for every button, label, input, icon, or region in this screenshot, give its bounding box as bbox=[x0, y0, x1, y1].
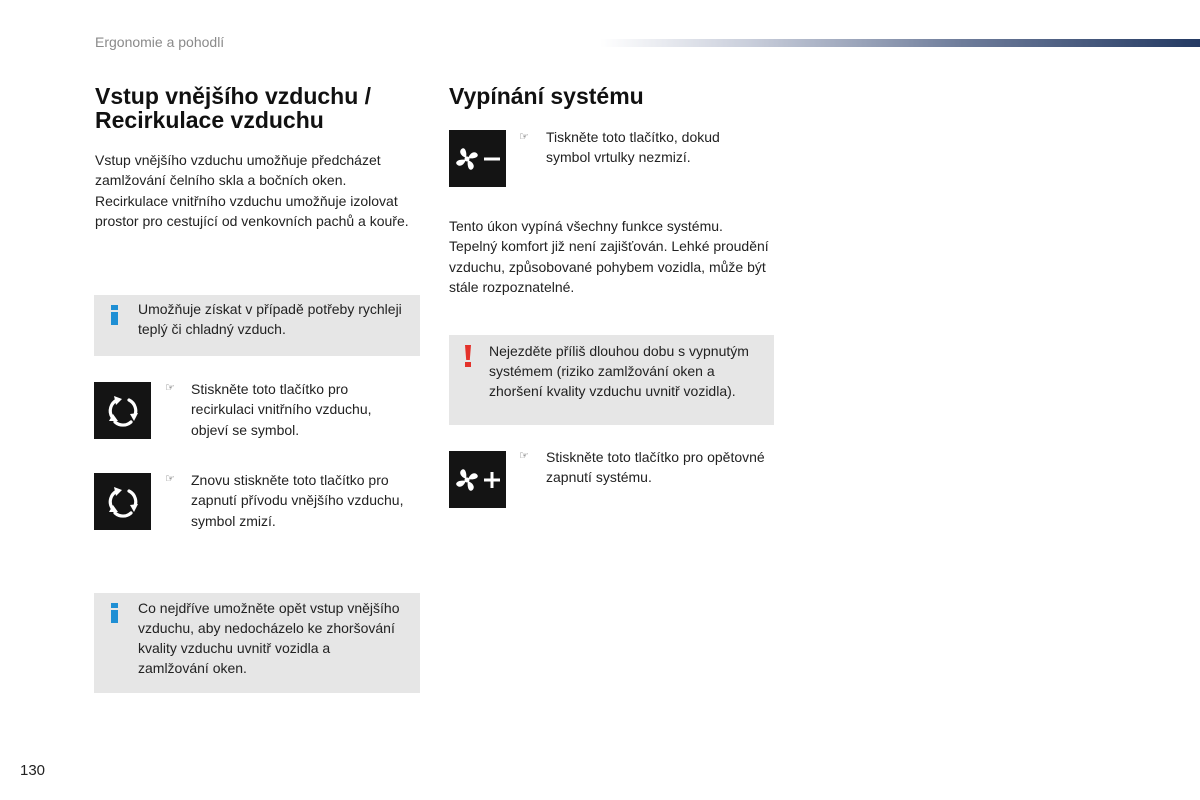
pointing-hand-icon: ☞ bbox=[519, 450, 529, 462]
info-box-2-text: Co nejdříve umožněte opět vstup vnějšího vzduchu, aby nedocházelo ke zhoršování kvality vzduchu uvnitř vozidla a zamlžování oken. bbox=[138, 600, 400, 676]
heading-air-intake: Vstup vnějšího vzduchu / Recirkulace vzduchu bbox=[95, 83, 372, 133]
pointing-hand-icon: ☞ bbox=[165, 382, 175, 394]
fan-minus-icon bbox=[453, 144, 503, 174]
info-box-2 bbox=[94, 593, 420, 693]
warning-box-text: Nejezděte příliš dlouhou dobu s vypnutým systémem (riziko zamlžování oken a zhoršení kvality vzduchu uvnitř vozidla). bbox=[489, 343, 749, 399]
recirculation-off-button-image bbox=[94, 473, 151, 530]
step-1-text: Stiskněte toto tlačítko pro recirkulaci vnitřního vzduchu, objeví se symbol. bbox=[191, 381, 372, 438]
intro-paragraph: Vstup vnějšího vzduchu umožňuje předcházet zamlžování čelního skla a bočních oken. Recirkulace vnitřního vzduchu umožňuje izolovat prostor pro cestující od venkovních pachů a kouře. bbox=[95, 152, 409, 229]
warning-box bbox=[449, 335, 774, 425]
system-off-paragraph: Tento úkon vypíná všechny funkce systému. Tepelný komfort již není zajišťován. Lehké proudění vzduchu, způsobované pohybem vozidla, může být stále rozpoznatelné. bbox=[449, 218, 769, 295]
fan-minus-button-image bbox=[449, 130, 506, 187]
pointing-hand-icon: ☞ bbox=[165, 473, 175, 485]
info-box-1 bbox=[94, 295, 420, 356]
step-on-text: Stiskněte toto tlačítko pro opětovné zapnutí systému. bbox=[546, 449, 765, 486]
recirculation-button-image bbox=[94, 382, 151, 439]
page-number: 130 bbox=[20, 762, 46, 779]
step-off-text: Tiskněte toto tlačítko, dokud symbol vrtulky nezmizí. bbox=[546, 129, 720, 166]
info-box-1-text: Umožňuje získat v případě potřeby rychleji teplý či chladný vzduch. bbox=[138, 301, 402, 337]
step-2-text: Znovu stiskněte toto tlačítko pro zapnutí přívodu vnějšího vzduchu, symbol zmizí. bbox=[191, 472, 404, 529]
section-title: Ergonomie a pohodlí bbox=[95, 34, 225, 50]
recirculation-arrows-icon bbox=[103, 482, 143, 522]
fan-plus-button-image bbox=[449, 451, 506, 508]
header-gradient-bar bbox=[600, 39, 1200, 47]
heading-system-off: Vypínání systému bbox=[449, 83, 644, 109]
fan-plus-icon bbox=[453, 465, 503, 495]
exclamation-icon bbox=[464, 345, 472, 367]
pointing-hand-icon: ☞ bbox=[519, 131, 529, 143]
info-icon bbox=[110, 603, 119, 623]
recirculation-arrows-icon bbox=[103, 391, 143, 431]
info-icon bbox=[110, 305, 119, 325]
